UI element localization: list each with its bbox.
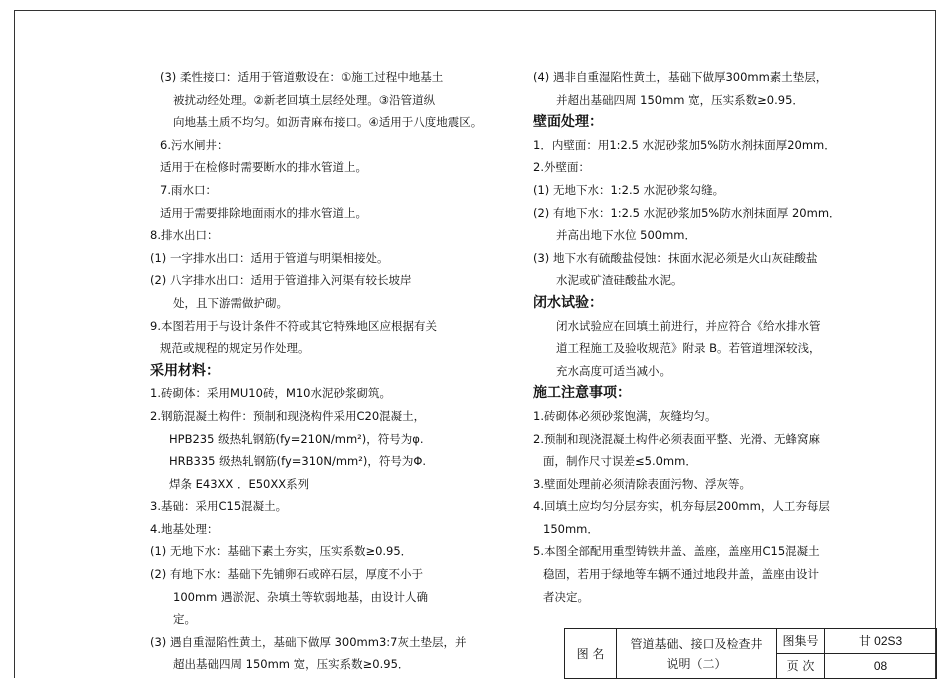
text-line: 5.本图全部配用重型铸铁井盖、盖座，盖座用C15混凝土 — [533, 544, 820, 559]
text-line: (2) 有地下水：1:2.5 水泥砂浆加5%防水剂抹面厚 20mm． — [533, 205, 841, 220]
text-line: (3) 遇自重湿陷性黄土，基础下做厚 300mm3:7灰土垫层，并 — [150, 634, 467, 649]
drawing-title-line1: 管道基础、接口及检查井 — [630, 636, 763, 651]
atlas-number-label: 图集号 — [777, 629, 825, 654]
text-line: 3.基础：采用C15混凝土。 — [150, 499, 288, 514]
text-line: 2.预制和现浇混凝土构件必须表面平整、光滑、无蜂窝麻 — [533, 431, 820, 446]
section-heading: 采用材料： — [150, 362, 220, 379]
text-line: 2.外壁面： — [533, 160, 590, 175]
text-line: HPB235 级热轧钢筋(fy=210N/mm²)，符号为φ. — [169, 431, 424, 446]
text-line: 3.壁面处理前必须清除表面污物、浮灰等。 — [533, 476, 751, 491]
text-line: 并超出基础四周 150mm 宽，压实系数≥0.95． — [556, 92, 804, 107]
text-line: 定。 — [173, 612, 196, 627]
page-number: 08 — [825, 654, 937, 679]
text-line: 7.雨水口： — [160, 182, 217, 197]
text-line: 8.排水出口： — [150, 228, 219, 243]
section-heading: 壁面处理： — [533, 114, 603, 131]
drawing-title-line2: 说明（二） — [666, 656, 727, 671]
text-line: 闭水试验应在回填土前进行，并应符合《给水排水管 — [556, 318, 821, 333]
drawing-title — [617, 629, 777, 679]
text-line: (2) 八字排水出口：适用于管道排入河渠有较长坡岸 — [150, 273, 412, 288]
text-line: 焊条 E43XX ．E50XX系列 — [169, 476, 310, 491]
text-line: 适用于在检修时需要断水的排水管道上。 — [160, 160, 367, 175]
left-text-column — [150, 66, 500, 676]
text-line: 9.本图若用于与设计条件不符或其它特殊地区应根据有关 — [150, 318, 437, 333]
text-line: (1) 无地下水：基础下素土夯实，压实系数≥0.95． — [150, 544, 413, 559]
text-line: 处，且下游需做护砌。 — [173, 295, 288, 310]
text-line: 4.回填土应均匀分层夯实，机夯每层200mm，人工夯每层 — [533, 499, 830, 514]
text-line: 1.砖砌体：采用MU10砖，M10水泥砂浆砌筑。 — [150, 386, 391, 401]
text-line: 水泥或矿渣硅酸盐水泥。 — [556, 273, 683, 288]
right-text-column — [533, 66, 873, 608]
text-line: 者决定。 — [543, 589, 589, 604]
page-number-label: 页 次 — [777, 654, 825, 679]
text-line: 向地基土质不均匀。如沥青麻布接口。④适用于八度地震区。 — [173, 115, 483, 130]
text-line: 充水高度可适当减小。 — [556, 363, 671, 378]
text-line: 面，制作尺寸误差≤5.0mm． — [543, 454, 697, 469]
text-line: 适用于需要排除地面雨水的排水管道上。 — [160, 205, 367, 220]
text-line: (1) 无地下水：1:2.5 水泥砂浆勾缝。 — [533, 182, 725, 197]
text-line: (2) 有地下水：基础下先铺卵石或碎石层，厚度不小于 — [150, 567, 423, 582]
text-line: 被扰动经处理。②新老回填土层经处理。③沿管道纵 — [173, 92, 436, 107]
text-line: 6.污水闸井： — [160, 137, 229, 152]
text-line: 规范或规程的规定另作处理。 — [160, 341, 310, 356]
title-block-name-label: 图 名 — [565, 629, 617, 679]
text-line: 并高出地下水位 500mm． — [556, 228, 697, 243]
section-heading: 施工注意事项： — [533, 385, 631, 402]
text-line: HRB335 级热轧钢筋(fy=310N/mm²)，符号为Φ. — [169, 454, 427, 469]
text-line: 100mm 遇淤泥、杂填土等软弱地基，由设计人确 — [173, 589, 429, 604]
text-line: 1．内壁面：用1:2.5 水泥砂浆加5%防水剂抹面厚20mm． — [533, 137, 836, 152]
text-line: (3) 柔性接口：适用于管道敷设在：①施工过程中地基土 — [160, 70, 444, 84]
text-line: 2.钢筋混凝土构件：预制和现浇构件采用C20混凝土， — [150, 408, 426, 423]
atlas-number: 甘 02S3 — [825, 629, 937, 654]
text-line: 4.地基处理： — [150, 521, 219, 536]
text-line: 150mm． — [543, 521, 599, 536]
text-line: (4) 遇非自重湿陷性黄土，基础下做厚300mm素土垫层， — [533, 70, 828, 84]
section-heading: 闭水试验： — [533, 294, 603, 311]
text-line: 1.砖砌体必须砂浆饱满，灰缝均匀。 — [533, 408, 717, 423]
text-line: 道工程施工及验收规范》附录 B。若管道埋深较浅， — [556, 341, 821, 356]
text-line: 超出基础四周 150mm 宽，压实系数≥0.95． — [173, 657, 410, 672]
text-line: (3) 地下水有硫酸盐侵蚀：抹面水泥必须是火山灰硅酸盐 — [533, 250, 818, 265]
title-block — [564, 628, 937, 679]
text-line: 稳固，若用于绿地等车辆不通过地段井盖，盖座由设计 — [543, 567, 819, 582]
text-line: (1) 一字排水出口：适用于管道与明渠相接处。 — [150, 250, 389, 265]
